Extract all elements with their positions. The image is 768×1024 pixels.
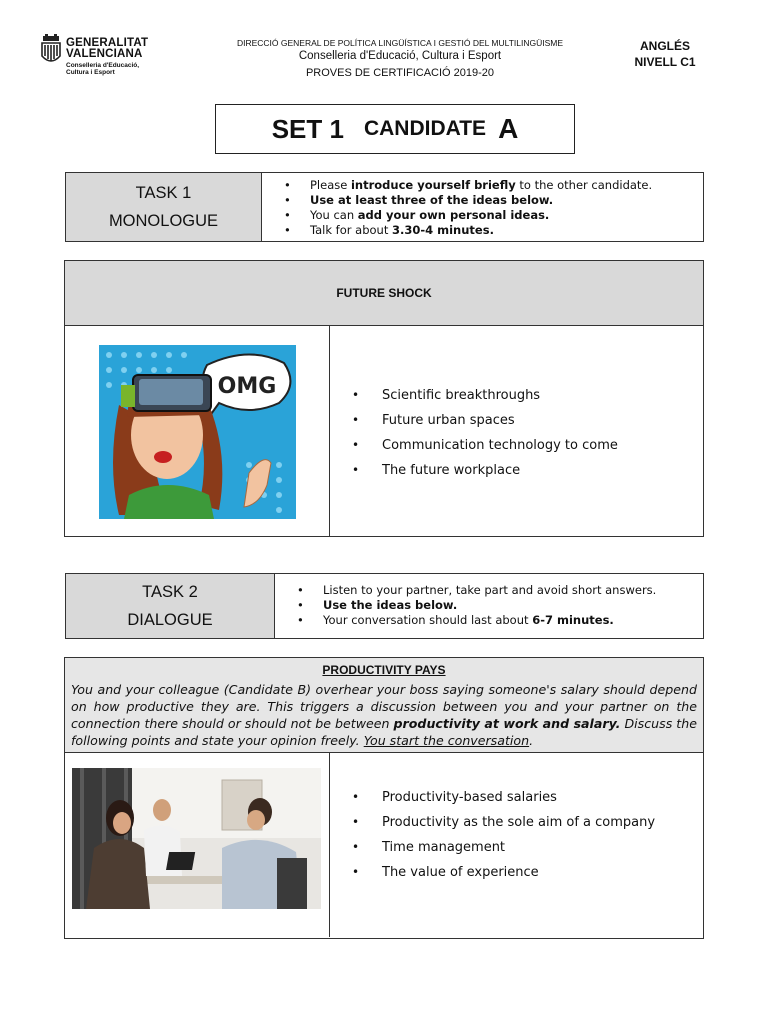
task2-header [65, 573, 704, 639]
candidate-label: CANDIDATE [363, 117, 487, 140]
task2-instructions [275, 574, 703, 638]
future-shock-idea-item: • Communication technology to come [330, 433, 703, 458]
task2-number: TASK 2 [142, 583, 198, 601]
future-shock-idea-item: • Future urban spaces [330, 408, 703, 433]
future-shock-title: FUTURE SHOCK [65, 261, 703, 326]
logo-subtext-1: Conselleria d'Educació, [66, 62, 140, 69]
set-number: SET 1 [271, 113, 344, 144]
task2-type: DIALOGUE [127, 611, 213, 629]
task1-header [65, 172, 704, 242]
header-right [620, 38, 710, 70]
productivity-box [64, 657, 704, 939]
logo-text-conselleria [66, 62, 139, 76]
productivity-ideas [330, 785, 703, 885]
scenario-text-end: . [529, 733, 534, 748]
conselleria-name: Conselleria d'Educació, Cultura i Esport [298, 50, 502, 62]
task2-instruction-item [323, 613, 703, 628]
task2-instruction-bold: 6-7 minutes. [532, 613, 614, 627]
speech-bubble-text: OMG [217, 374, 277, 399]
task1-instruction-bold: 3.30-4 minutes. [391, 223, 494, 237]
task1-instruction-bold: add your own personal ideas. [357, 208, 550, 222]
productivity-image-cell [65, 753, 330, 937]
task1-instruction-item [310, 223, 703, 238]
logo-text-generalitat: GENERALITAT [66, 37, 149, 49]
productivity-idea-item: • Productivity as the sole aim of a company [330, 810, 703, 835]
productivity-header [65, 658, 703, 753]
logo-text-valenciana: VALENCIANA [66, 48, 143, 60]
task1-instruction-pre: Please [310, 178, 351, 192]
task2-label [66, 574, 275, 638]
productivity-idea-item: • The value of experience [330, 860, 703, 885]
future-shock-image-cell [65, 326, 330, 536]
exam-name: PROVES DE CERTIFICACIÓ 2019-20 [305, 67, 495, 79]
productivity-scenario [71, 681, 697, 749]
candidate-letter: A [498, 113, 519, 144]
vr-headset-comic-image [99, 345, 296, 519]
task1-instruction-bold: introduce yourself briefly [350, 178, 516, 192]
future-shock-idea-item: • The future workplace [330, 458, 703, 483]
future-shock-ideas-cell [330, 326, 703, 536]
office-meeting-photo [72, 768, 321, 909]
task2-instruction-list [275, 583, 703, 628]
task2-instruction-item [323, 583, 703, 598]
task2-instruction-bold: Use the ideas below. [323, 598, 458, 612]
task1-type: MONOLOGUE [108, 212, 219, 230]
task1-label [66, 173, 262, 241]
set-title-box [215, 104, 575, 154]
language-label: ANGLÉS [639, 39, 690, 53]
task1-instruction-bold: Use at least three of the ideas below. [310, 193, 554, 207]
task1-number: TASK 1 [135, 184, 192, 202]
logo-subtext-2: Cultura i Esport [66, 69, 115, 76]
future-shock-box [64, 260, 704, 537]
generalitat-logo [40, 34, 170, 78]
future-shock-ideas [330, 383, 703, 483]
productivity-ideas-cell [330, 753, 703, 937]
task2-instruction-pre: Your conversation should last about [323, 613, 533, 627]
header-center [200, 38, 600, 80]
task1-instruction-item [310, 193, 703, 208]
scenario-text-underline: You start the conversation [363, 733, 530, 748]
productivity-idea-item: • Time management [330, 835, 703, 860]
task1-instruction-post: to the other candidate. [515, 178, 653, 192]
task1-instruction-pre: Talk for about [310, 223, 392, 237]
level-label: NIVELL C1 [634, 55, 696, 69]
coat-of-arms-icon [40, 34, 62, 68]
task1-instruction-item [310, 178, 703, 193]
task1-instruction-pre: You can [310, 208, 358, 222]
directorate-name: DIRECCIÓ GENERAL DE POLÍTICA LINGÜÍSTICA I GESTIÓ DEL MULTILINGÜISME [236, 38, 564, 48]
scenario-text-1: You and your colleague (Candidate B) overhear your boss saying someone's salary should depend on how productive they are. This triggers a discussion between you and your partner on the connection there should or should not be between [71, 682, 697, 731]
task2-instruction-pre: Listen to your partner, take part and avoid short answers. [323, 583, 657, 597]
task2-instruction-item [323, 598, 703, 613]
future-shock-idea-item: • Scientific breakthroughs [330, 383, 703, 408]
scenario-text-2: Discuss the following points and state your opinion freely. [71, 716, 697, 748]
task1-instruction-item [310, 208, 703, 223]
productivity-idea-item: • Productivity-based salaries [330, 785, 703, 810]
task1-instructions [262, 173, 703, 241]
task1-instruction-list [262, 178, 703, 238]
productivity-title: PRODUCTIVITY PAYS [322, 663, 446, 677]
scenario-text-bold: productivity at work and salary. [393, 716, 621, 731]
